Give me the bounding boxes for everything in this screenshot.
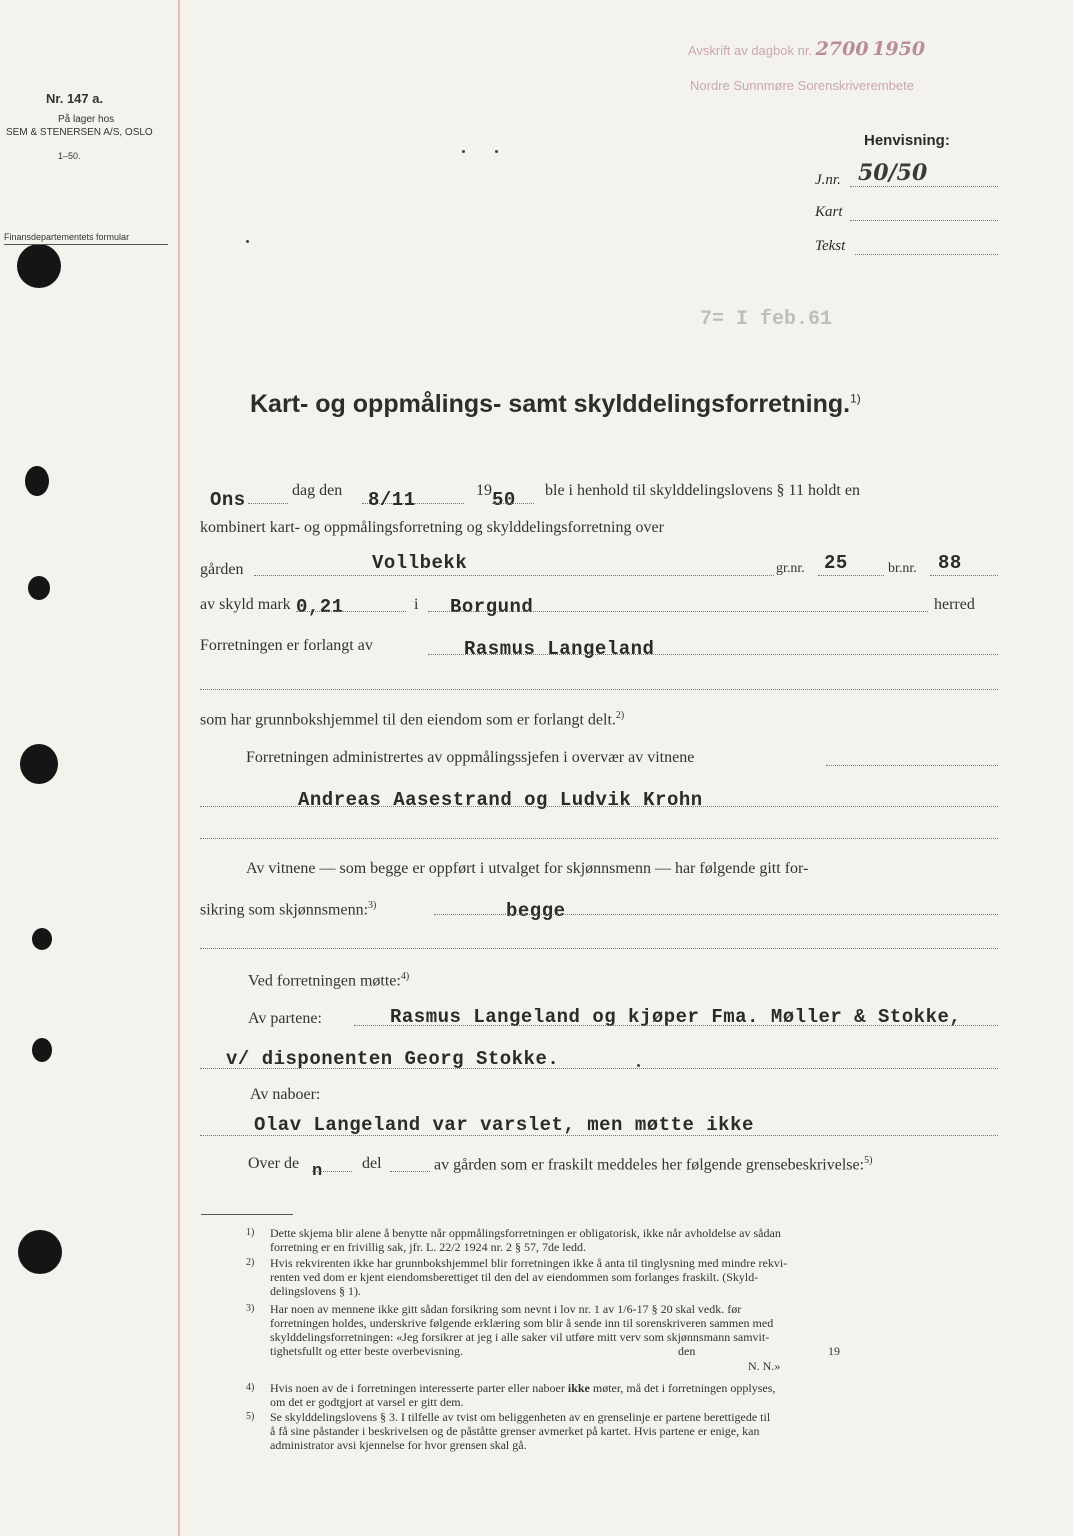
footnote4-line1 [270, 1381, 775, 1396]
parties-dots [354, 1025, 998, 1026]
line16-main: av gården som er fraskilt meddeles her følgende grensebeskrivelse: [434, 1156, 865, 1174]
skyld-label: av skyld mark [200, 596, 291, 613]
footnote4-post: møter, må det i forretningen opplyses, [592, 1381, 776, 1395]
line6-note: 2) [615, 710, 625, 721]
year-dots [492, 503, 534, 504]
footnote3-den: den [678, 1344, 696, 1358]
footnote2-line2: renten ved dom er kjent eiendomsberettiget til den del av eiendommen som forlanges fraskilt. (Skyld- [270, 1270, 759, 1284]
brnr-dots [930, 575, 998, 576]
grnr-label: gr.nr. [776, 561, 805, 576]
stray-mark [246, 240, 249, 243]
footnote2-line3: delingslovens § 1). [270, 1284, 361, 1298]
punch-hole [28, 576, 50, 600]
place-value: Borgund [450, 596, 534, 618]
footnote3-line2: forretningen holdes, underskrive følgende erklæring som blir å sende inn til sorenskriveren sammen med [270, 1316, 774, 1330]
brnr-value: 88 [938, 552, 962, 574]
footnote4-pre: Hvis noen av de i forretningen interesserte parter eller naboer [270, 1381, 565, 1395]
blank-line-3 [200, 948, 998, 949]
assurance-value: begge [506, 900, 566, 922]
requested-by-value: Rasmus Langeland [464, 638, 655, 660]
footnote3-number: 3) [246, 1303, 255, 1314]
weekday-value: Ons [210, 489, 246, 511]
parties-value: Rasmus Langeland og kjøper Fma. Møller & Stokke, [390, 1006, 962, 1028]
stamp-line2: Nordre Sunnmøre Sorenskriverembete [690, 78, 914, 93]
stamp-line1 [688, 38, 925, 60]
line16-t2: del [362, 1155, 382, 1172]
line1-text2: ble i henhold til skylddelingslovens § 11 holdt en [545, 482, 860, 499]
jnr-dots [850, 186, 998, 187]
punch-hole [20, 744, 58, 784]
line10-label [200, 900, 376, 919]
parties-dots-2 [200, 1068, 998, 1069]
date-value: 8/11 [368, 489, 416, 511]
line16-t3 [434, 1155, 872, 1174]
title-text: Kart- og oppmålings- samt skylddelingsforretning. [250, 390, 851, 418]
line2-text: kombinert kart- og oppmålingsforretning og skylddelingsforretning over [200, 519, 664, 536]
stray-mark [637, 1064, 640, 1067]
form-number: Nr. 147 a. [46, 91, 104, 106]
footnote2-line1: Hvis rekvirenten ikke har grunnbokshjemmel blir forretningen ikke å anta til tinglysning med mindre rekvi- [270, 1256, 788, 1270]
line16-note: 5) [864, 1155, 873, 1166]
assurance-dots [434, 914, 998, 915]
footnote5-line1: Se skylddelingslovens § 3. I tilfelle av tvist om beliggenheten av en grenselinje er partene berettigede til [270, 1410, 771, 1424]
stock-line2: SEM & STENERSEN A/S, OSLO [6, 127, 153, 138]
line11-text [248, 971, 409, 990]
footnote1-number: 1) [246, 1227, 255, 1238]
farm-label: gården [200, 561, 244, 578]
neighbours-value: Olav Langeland var varslet, men møtte ikke [254, 1114, 754, 1136]
farm-dots [254, 575, 774, 576]
witnesses-dots [200, 806, 998, 807]
footnote1-line2: forretning er en frivillig sak, jfr. L. 22/2 1924 nr. 2 § 57, 7de ledd. [270, 1240, 586, 1254]
footnote2-number: 2) [246, 1257, 255, 1268]
punch-hole [32, 1038, 52, 1062]
line7-dots [826, 765, 998, 766]
witnesses-value: Andreas Aasestrand og Ludvik Krohn [298, 789, 703, 811]
grnr-value: 25 [824, 552, 848, 574]
title-note: 1) [850, 391, 861, 406]
line16-hand: n [312, 1162, 323, 1181]
ministry-label: Finansdepartementets formular [4, 232, 130, 242]
line1-text1: dag den [292, 482, 343, 499]
grnr-dots [818, 575, 884, 576]
footnote4-number: 4) [246, 1382, 255, 1393]
weekday-dots [248, 503, 288, 504]
place-dots [428, 611, 928, 612]
skyld-i: i [414, 596, 419, 613]
stamp-prefix: Avskrift av dagbok nr. [688, 43, 813, 58]
footnote5-line3: administrator avsi kjennelse for hvor grensen skal gå. [270, 1438, 527, 1452]
neighbours-label: Av naboer: [250, 1086, 321, 1103]
line16-t1: Over de [248, 1155, 300, 1172]
document-title [250, 390, 861, 419]
requested-by-label: Forretningen er forlangt av [200, 637, 373, 654]
jnr-label: J.nr. [815, 172, 841, 188]
skyld-value: 0,21 [296, 596, 344, 618]
herred-label: herred [934, 596, 975, 613]
footnote4-bold: ikke [567, 1381, 590, 1395]
stray-mark [495, 150, 498, 153]
footnote3-nn: N. N.» [748, 1359, 781, 1373]
footnote4-line2: om det er godtgjort at varsel er gitt dem. [270, 1395, 464, 1409]
punch-hole [32, 928, 52, 950]
line7-text: Forretningen administrertes av oppmålingssjefen i overvær av vitnene [246, 749, 695, 766]
stamp-year: 1950 [872, 38, 926, 60]
jnr-value: 50/50 [858, 160, 928, 186]
blank-line [200, 689, 998, 690]
reference-title: Henvisning: [864, 132, 950, 149]
blank-line-2 [200, 838, 998, 839]
line6-main: som har grunnbokshjemmel til den eiendom som er forlangt delt. [200, 711, 616, 729]
line6-text [200, 710, 624, 729]
date-code: 1–50. [58, 151, 81, 161]
footnote1-line1: Dette skjema blir alene å benytte når oppmålingsforretningen er obligatorisk, ikke når avholdelse av sådan [270, 1226, 781, 1240]
footnote3-19: 19 [828, 1344, 840, 1358]
footnote3-line4: tighetsfullt og etter beste overbevisning. [270, 1344, 463, 1358]
footnote5-line2: å få sine påstander i beskrivelsen og de påståtte grenser avmerket på kartet. Hvis partene er enige, kan [270, 1424, 760, 1438]
line16-dots1 [312, 1171, 352, 1172]
kart-label: Kart [815, 204, 843, 220]
farm-value: Vollbekk [372, 552, 468, 574]
footnote-separator [201, 1214, 293, 1215]
line11-note: 4) [400, 971, 410, 982]
footnote5-number: 5) [246, 1411, 255, 1422]
dagbok-number: 2700 [815, 38, 869, 60]
punch-hole [17, 244, 61, 288]
punch-hole [25, 466, 49, 496]
stock-line1: På lager hos [58, 114, 115, 125]
line11-main: Ved forretningen møtte: [248, 972, 401, 990]
line16-dots2 [390, 1171, 430, 1172]
footnote3-line1: Har noen av mennene ikke gitt sådan forsikring som nevnt i lov nr. 1 av 1/6-17 § 20 skal vedk. før [270, 1302, 742, 1316]
brnr-label: br.nr. [888, 561, 917, 576]
skyld-dots [296, 611, 406, 612]
punch-hole [18, 1230, 62, 1274]
parties-value-2: v/ disponenten Georg Stokke. [226, 1048, 560, 1070]
kart-dots [850, 220, 998, 221]
margin-line [178, 0, 180, 1536]
year-suffix: 50 [492, 489, 516, 511]
line10-note: 3) [368, 900, 377, 911]
line9-text: Av vitnene — som begge er oppført i utvalget for skjønnsmenn — har følgende gitt for- [246, 860, 809, 877]
footnote3-line3: skylddelingsforretningen: «Jeg forsikrer at jeg i alle saker vil utføre mitt verv som skjønnsmann samvit- [270, 1330, 770, 1344]
ministry-underline [4, 244, 168, 245]
tekst-label: Tekst [815, 238, 846, 254]
requested-by-dots [428, 654, 998, 655]
neighbours-dots [200, 1135, 998, 1136]
year-prefix: 19 [476, 482, 492, 499]
faint-date-stamp: 7= I feb.61 [700, 308, 833, 331]
line10-main: sikring som skjønnsmenn: [200, 901, 369, 919]
tekst-dots [855, 254, 998, 255]
parties-label: Av partene: [248, 1010, 322, 1027]
stray-mark [462, 150, 465, 153]
